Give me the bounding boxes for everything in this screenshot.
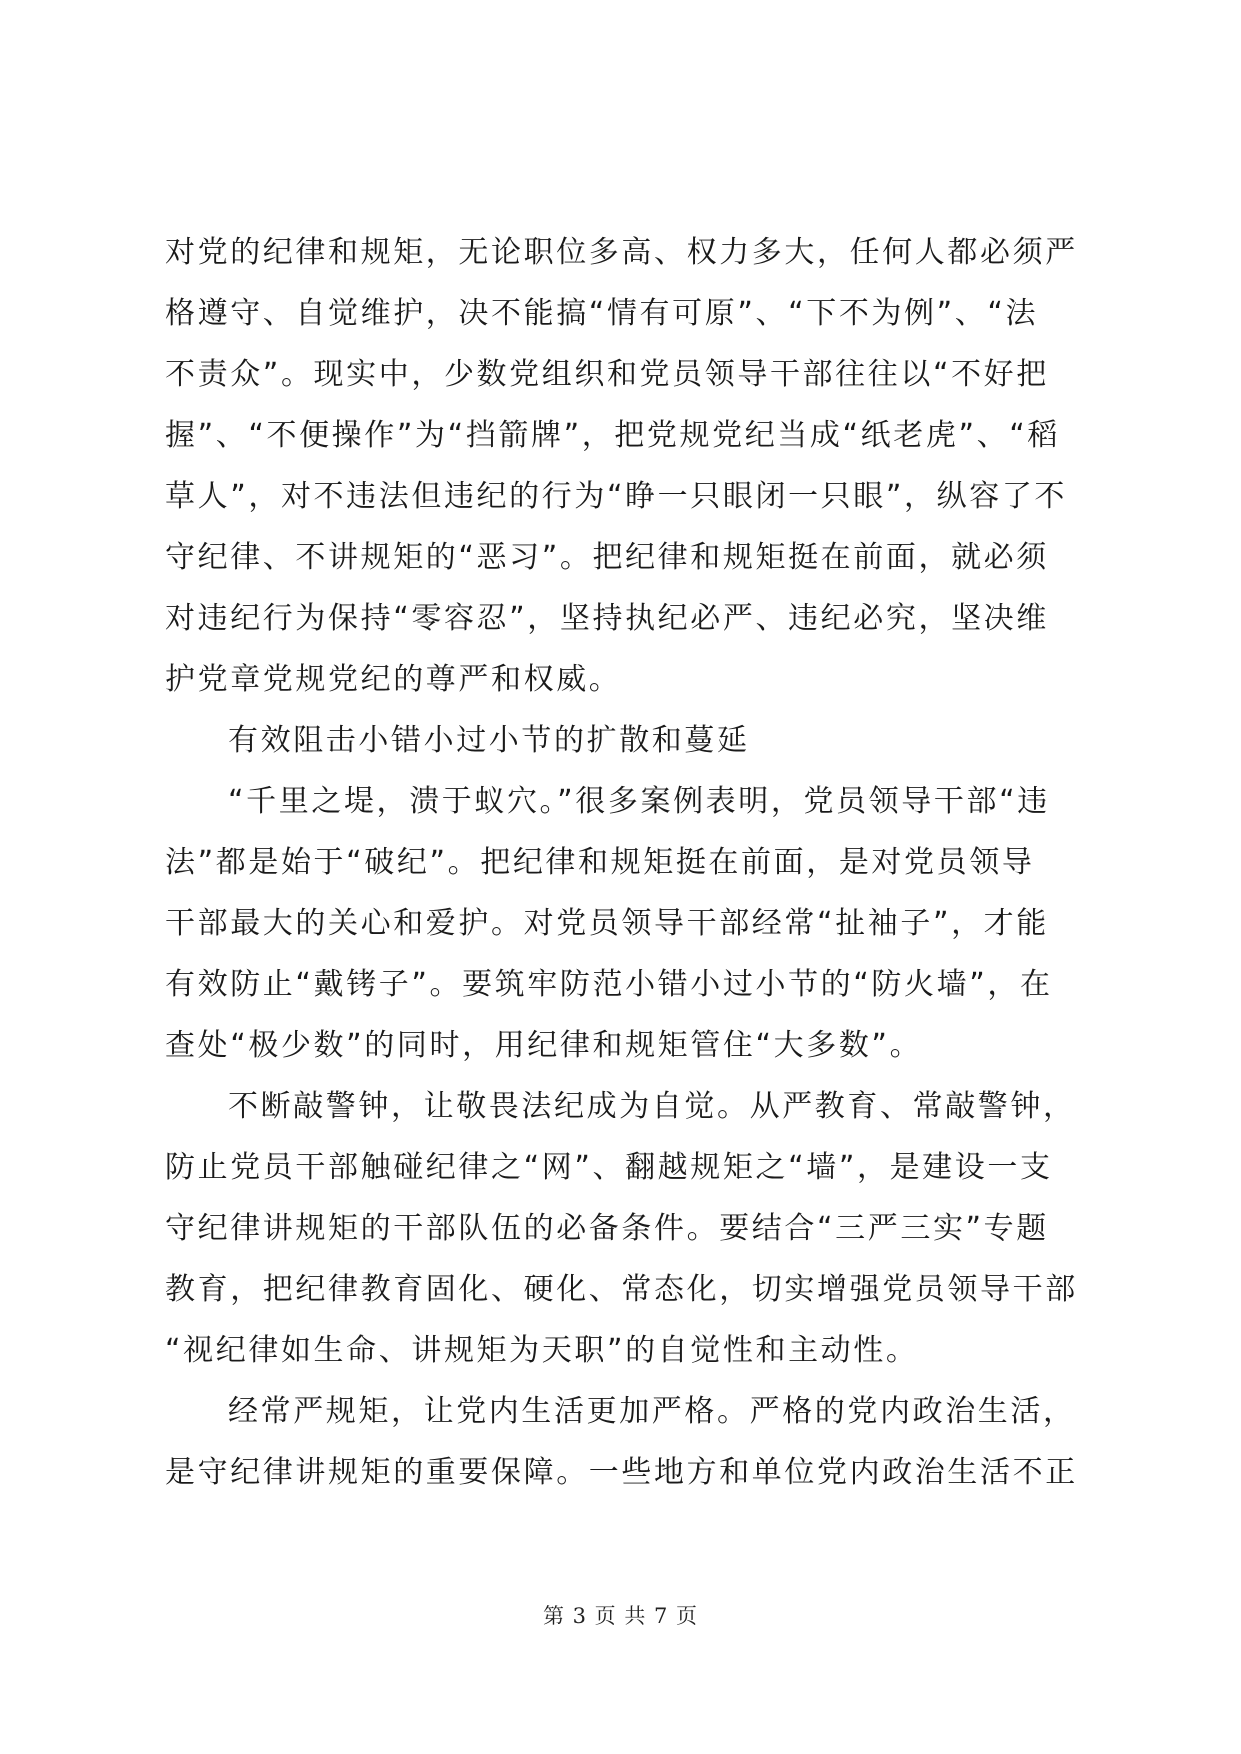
text-line: “千里之堤，溃于蚁穴。”很多案例表明，党员领导干部“违 [228, 784, 1050, 819]
text-line: 查处“极少数”的同时，用纪律和规矩管住“大多数”。 [165, 1028, 923, 1063]
text-line: 防止党员干部触碰纪律之“网”、翻越规矩之“墙”，是建设一支 [165, 1150, 1053, 1185]
text-line: 不责众”。现实中，少数党组织和党员领导干部往往以“不好把 [165, 357, 1049, 392]
text-line: 守纪律、不讲规矩的“恶习”。把纪律和规矩挺在前面，就必须 [165, 540, 1049, 575]
paragraph-2 [165, 771, 1085, 1076]
text-line: 不断敲警钟，让敬畏法纪成为自觉。从严教育、常敲警钟， [228, 1089, 1076, 1124]
text-line: 护党章党规党纪的尊严和权威。 [165, 662, 622, 697]
section-heading [165, 710, 1085, 771]
paragraph-3 [165, 1076, 1085, 1381]
document-body [165, 222, 1085, 1503]
paragraph-4 [165, 1381, 1085, 1503]
text-line: 守纪律讲规矩的干部队伍的必备条件。要结合“三严三实”专题 [165, 1211, 1049, 1246]
text-line: 经常严规矩，让党内生活更加严格。严格的党内政治生活， [228, 1394, 1076, 1429]
paragraph-1 [165, 222, 1085, 710]
page-number-footer: 第 3 页 共 7 页 [542, 1604, 699, 1628]
text-line: 对党的纪律和规矩，无论职位多高、权力多大，任何人都必须严 [165, 235, 1078, 270]
text-line: 草人”，对不违法但违纪的行为“睁一只眼闭一只眼”，纵容了不 [165, 479, 1068, 514]
text-line: 干部最大的关心和爱护。对党员领导干部经常“扯袖子”，才能 [165, 906, 1049, 941]
text-line: 是守纪律讲规矩的重要保障。一些地方和单位党内政治生活不正 [165, 1455, 1078, 1490]
text-line: 格遵守、自觉维护，决不能搞“情有可原”、“下不为例”、“法 [165, 296, 1039, 331]
text-line: 教育，把纪律教育固化、硬化、常态化，切实增强党员领导干部 [165, 1272, 1078, 1307]
text-line: 对违纪行为保持“零容忍”，坚持执纪必严、违纪必究，坚决维 [165, 601, 1049, 636]
text-line: 有效防止“戴铐子”。要筑牢防范小错小过小节的“防火墙”，在 [165, 967, 1053, 1002]
text-line: 握”、“不便操作”为“挡箭牌”，把党规党纪当成“纸老虎”、“稻 [165, 418, 1060, 453]
text-line: “视纪律如生命、讲规矩为天职”的自觉性和主动性。 [165, 1333, 919, 1368]
heading-line: 有效阻击小错小过小节的扩散和蔓延 [228, 723, 750, 758]
text-line: 法”都是始于“破纪”。把纪律和规矩挺在前面，是对党员领导 [165, 845, 1035, 880]
